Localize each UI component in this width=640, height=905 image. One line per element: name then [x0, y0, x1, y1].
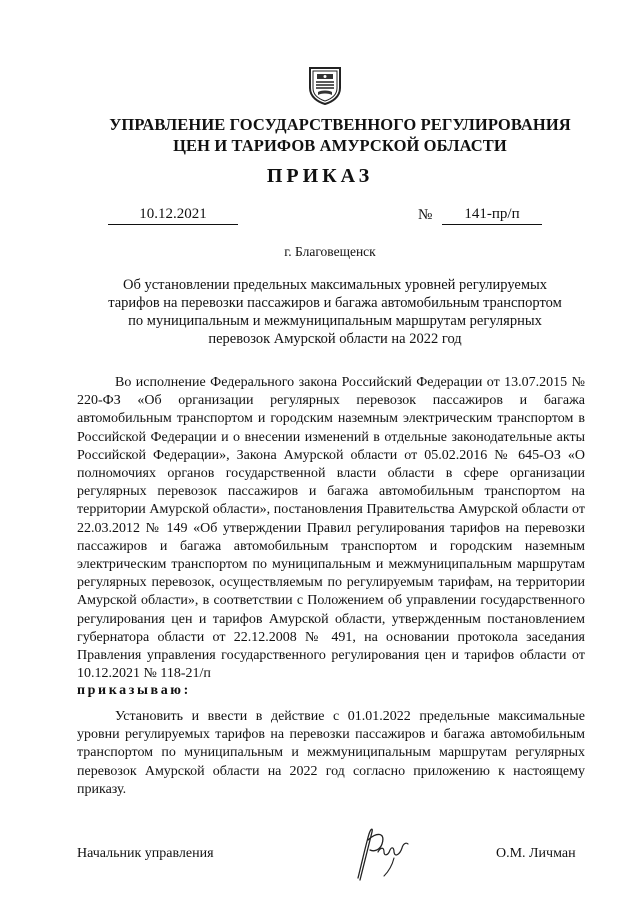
coat-of-arms-icon [304, 64, 346, 106]
signatory-name: О.М. Личман [496, 846, 576, 861]
city: г. Благовещенск [284, 244, 376, 259]
organization-name [70, 114, 610, 156]
order-word: приказываю: [77, 683, 191, 698]
signatory-role: Начальник управления [77, 846, 214, 861]
org-line-2: ЦЕН И ТАРИФОВ АМУРСКОЙ ОБЛАСТИ [173, 136, 507, 155]
org-line-1: УПРАВЛЕНИЕ ГОСУДАРСТВЕННОГО РЕГУЛИРОВАНИЯ [109, 115, 571, 134]
document-number: 141-пр/п [442, 206, 542, 225]
body-paragraph-2: Установить и ввести в действие с 01.01.2022 предельные максимальные уровни регулируемых тарифов на перевозки пассажиров и багажа автомобильным транспортом по муниципальным и межмуниципальным маршрутам регулярных перевозок Амурской области на 2022 год согласно приложению к настоящему приказу. [77, 709, 585, 797]
handwritten-signature [338, 818, 418, 888]
document-type: ПРИКАЗ [266, 165, 374, 187]
body-paragraph-1: Во исполнение Федерального закона Российский Федерации от 13.07.2015 № 220-ФЗ «Об организации регулярных перевозок пассажиров и багажа автомобильным транспортом и городским наземным электрическим транспортом в Российской Федерации и о внесении изменений в отдельные законодательные акты Российской Федерации», Закона Амурской области от 05.02.2016 № 645-ОЗ «О полномочиях органов государственной власти области в сфере организации регулярных перевозок пассажиров и багажа автомобильным транспортом на территории Амурской области», постановления Правительства Амурской области от 22.03.2012 № 149 «Об утверждении Правил регулирования тарифов на перевозки пассажиров и багажа автомобильным транспортом и городским наземным электрическим транспортом по муниципальным и межмуниципальным маршрутам регулярных перевозок, осуществляемым по регулируемым тарифам, на территории Амурской области», в соответствии с Положением об управлении государственного регулирования цен и тарифов Амурской области, утвержденным постановлением губернатора области от 22.12.2008 № 491, на основании протокола заседания Правления управления государственного регулирования цен и тарифов области от 10.12.2021 № 118-21/п [77, 375, 585, 682]
document-title: Об установлении предельных максимальных уровней регулируемых тарифов на перевозки пассажиров и багажа автомобильным транспортом по муниципальным и межмуниципальным маршрутам регулярных перевозок Амурской области на 2022 год [108, 277, 562, 347]
document-date: 10.12.2021 [108, 206, 238, 225]
number-sign: № [418, 207, 433, 223]
